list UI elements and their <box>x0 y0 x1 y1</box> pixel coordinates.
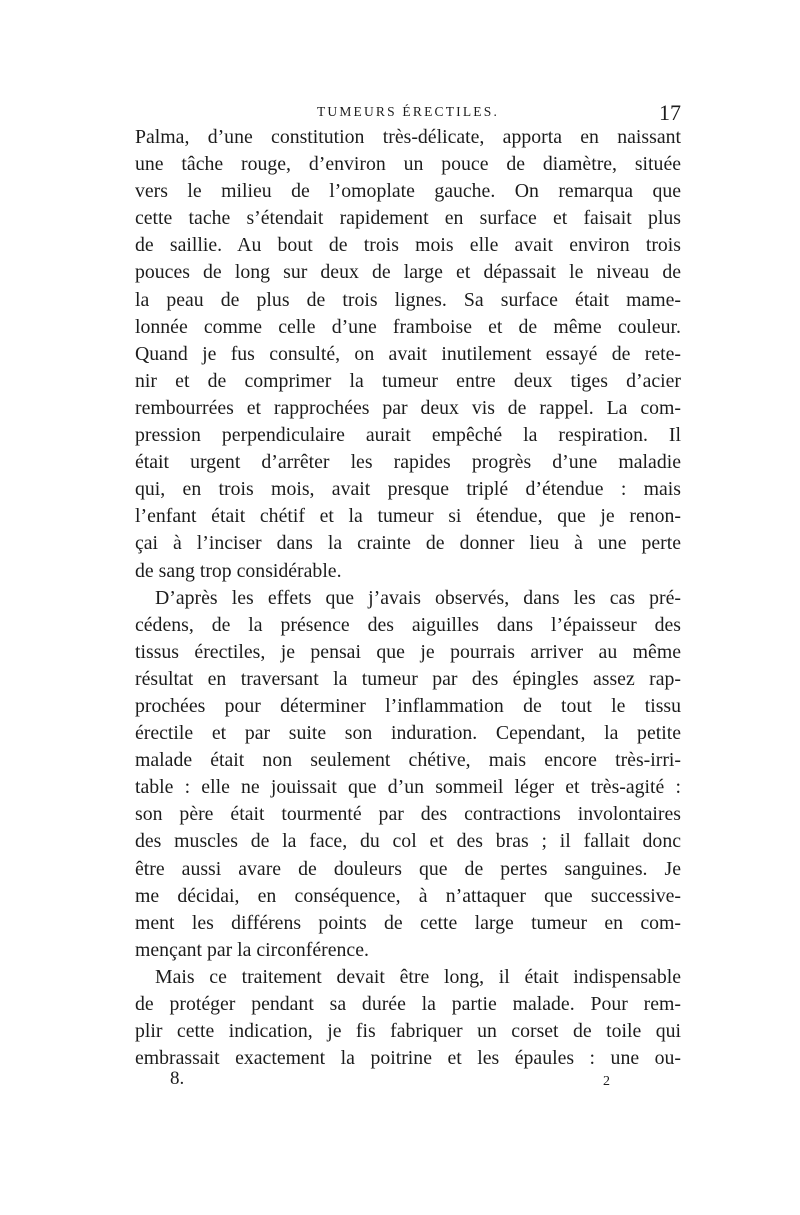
text-line: malade était non seulement chétive, mais encore très-irri- <box>135 749 681 772</box>
text-line: des muscles de la face, du col et des bras ; il fallait donc <box>135 830 681 853</box>
signature-mark: 8. <box>170 1068 185 1089</box>
text-line: ment les différens points de cette large tumeur en com- <box>135 911 681 934</box>
text-line: vers le milieu de l’omoplate gauche. On remarqua que <box>135 180 681 203</box>
page-footer <box>170 1068 610 1098</box>
text-line-paragraph-end: de sang trop considérable. <box>135 559 342 582</box>
running-title: TUMEURS ÉRECTILES. <box>316 104 500 119</box>
text-line: Quand je fus consulté, on avait inutilement essayé de rete- <box>135 342 681 365</box>
text-line: érectile et par suite son induration. Cependant, la petite <box>135 722 681 745</box>
text-line: de protéger pendant sa durée la partie malade. Pour rem- <box>135 993 681 1015</box>
text-line: était urgent d’arrêter les rapides progrès d’une maladie <box>135 451 681 474</box>
text-line: la peau de plus de trois lignes. Sa surface était mame- <box>135 288 681 311</box>
text-line: nir et de comprimer la tumeur entre deux tiges d’acier <box>135 369 681 392</box>
text-line: prochées pour déterminer l’inflammation de tout le tissu <box>135 694 681 717</box>
text-line: Palma, d’une constitution très-délicate, apporta en naissant <box>135 126 681 148</box>
text-line: qui, en trois mois, avait presque triplé d’étendue : mais <box>135 478 681 501</box>
body-text <box>135 124 681 1072</box>
text-line: résultat en traversant la tumeur par des épingles assez rap- <box>135 667 681 690</box>
text-line: l’enfant était chétif et la tumeur si étendue, que je renon- <box>135 505 681 528</box>
text-line: pression perpendiculaire aurait empêché la respiration. Il <box>135 424 681 447</box>
text-line: de saillie. Au bout de trois mois elle avait environ trois <box>135 234 681 257</box>
text-line: embrassait exactement la poitrine et les épaules : une ou- <box>135 1047 681 1070</box>
text-line: tissus érectiles, je pensai que je pourrais arriver au même <box>135 640 681 663</box>
text-line: table : elle ne jouissait que d’un sommeil léger et très-agité : <box>135 776 681 799</box>
text-line: une tâche rouge, d’environ un pouce de diamètre, située <box>135 153 681 176</box>
text-line: me décidai, en conséquence, à n’attaquer que successive- <box>135 884 681 907</box>
text-line: plir cette indication, je fis fabriquer un corset de toile qui <box>135 1020 681 1043</box>
text-line: être aussi avare de douleurs que de pertes sanguines. Je <box>135 857 681 880</box>
text-line: cette tache s’étendait rapidement en surface et faisait plus <box>135 207 681 230</box>
text-line: pouces de long sur deux de large et dépassait le niveau de <box>135 261 681 284</box>
text-line: cédens, de la présence des aiguilles dans l’épaisseur des <box>135 613 681 636</box>
text-line: rembourrées et rapprochées par deux vis de rappel. La com- <box>135 396 681 419</box>
text-line: son père était tourmenté par des contractions involontaires <box>135 803 681 826</box>
text-line-paragraph-start: Mais ce traitement devait être long, il était indispensable <box>155 965 681 988</box>
gathering-mark: 2 <box>603 1074 610 1089</box>
text-line: lonnée comme celle d’une framboise et de même couleur. <box>135 315 681 338</box>
text-line-paragraph-end: mençant par la circonférence. <box>135 938 369 961</box>
page-number: 17 <box>659 100 681 125</box>
text-line-paragraph-start: D’après les effets que j’avais observés, dans les cas pré- <box>155 586 681 609</box>
text-line: çai à l’inciser dans la crainte de donner lieu à une perte <box>135 532 681 555</box>
page-header <box>135 100 681 126</box>
